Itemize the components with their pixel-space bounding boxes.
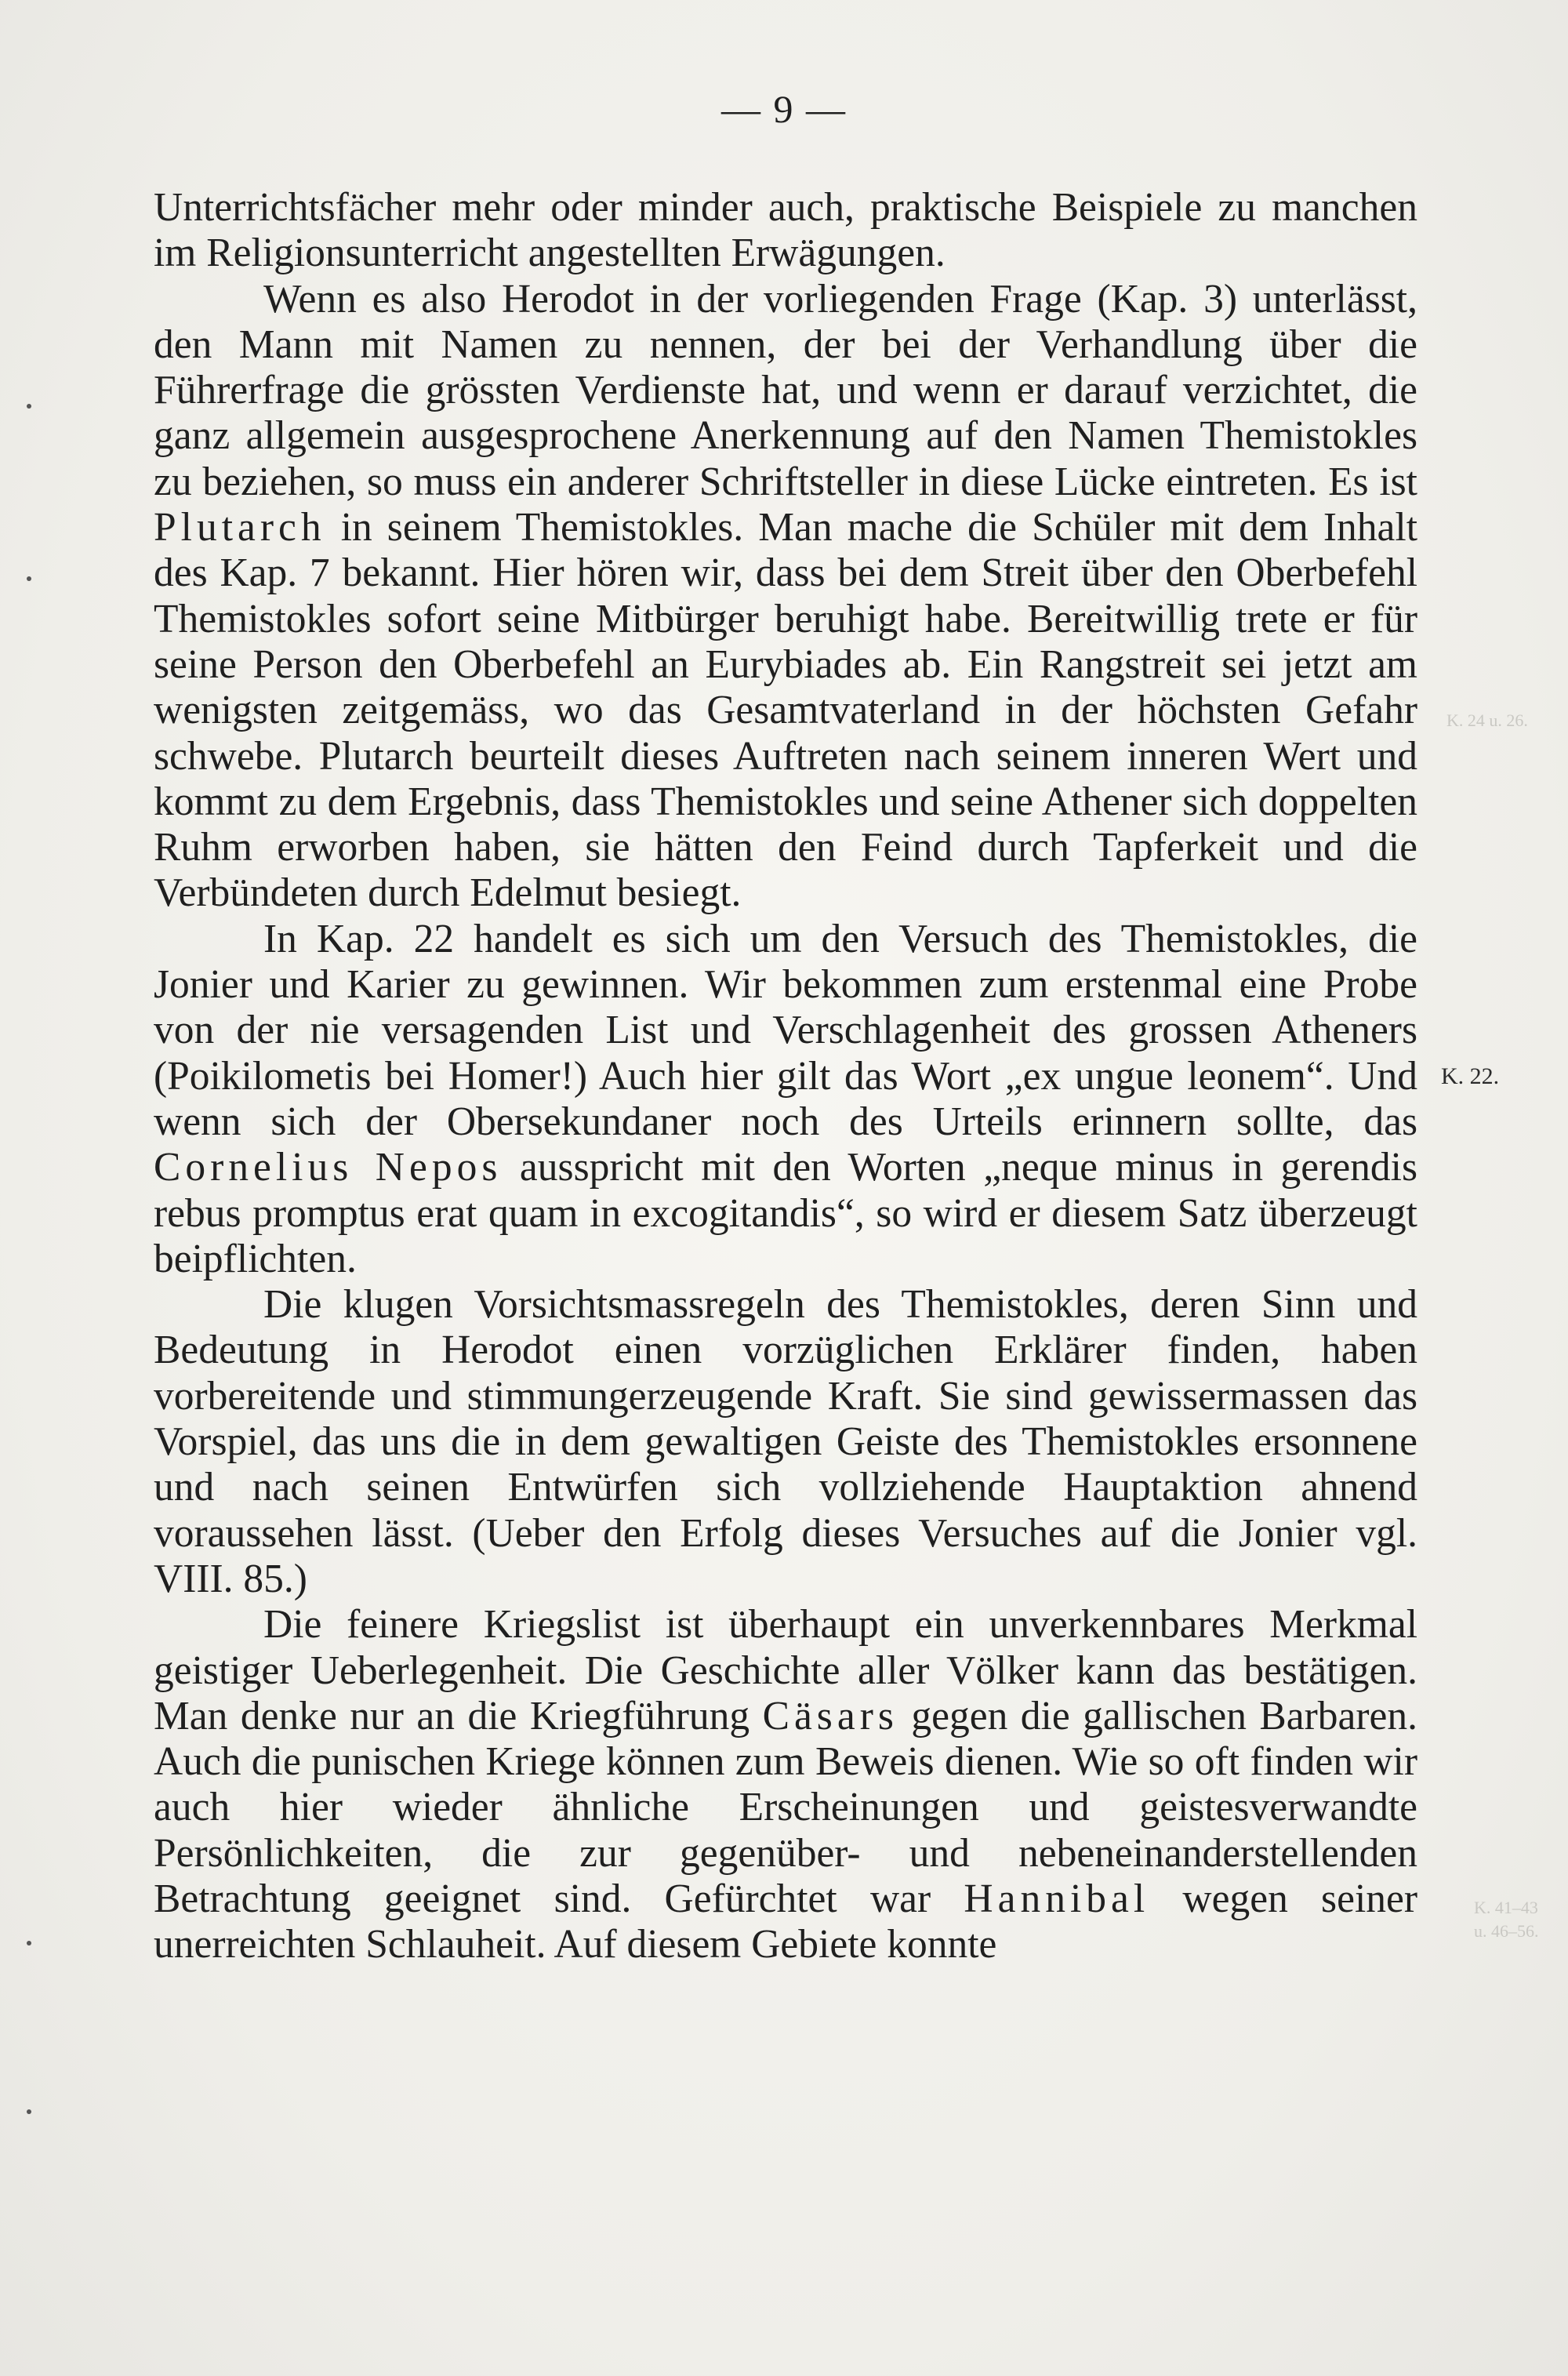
paper-speck (27, 404, 31, 409)
name-caesar: Cäsars (762, 1693, 898, 1738)
paper-speck (27, 1941, 31, 1945)
body-text (154, 185, 1417, 1968)
paragraph-2 (154, 277, 1417, 917)
paragraph-1: Unterrichtsfächer mehr oder minder auch, praktische Beispiele zu manchen im Religionsunterricht angestellten Erwägungen. (154, 185, 1417, 276)
paper-speck (27, 576, 31, 581)
bleed-through-note-c: u. 46–56. (1474, 1921, 1539, 1941)
bleed-through-note-a: K. 24 u. 26. (1446, 710, 1528, 730)
author-name-nepos: Cornelius Nepos (154, 1145, 503, 1190)
paragraph-5-text-c: wegen seiner unerreichten Schlauheit. Auf diesem Gebiete konnte (154, 1876, 1418, 1967)
paragraph-2-text-b: in seinem Themistokles. Man mache die Schüler mit dem Inhalt des Kap. 7 bekannt. Hier hören wir, dass bei dem Streit über den Oberbefehl Themistokles sofort seine Mitbürger beruhigt habe. Bereitwillig trete er für seine Person den Oberbefehl an Eurybiades ab. Ein Rangstreit sei jetzt am wenigsten zeitgemäss, wo das Gesamtvaterland in der höchsten Gefahr schwebe. Plutarch beurteilt dieses Auftreten nach seinem inneren Wert und kommt zu dem Ergebnis, dass Themistokles und seine Athener sich doppelten Ruhm erworben haben, sie hätten den Feind durch Tapferkeit und die Verbündeten durch Edelmut besiegt. (154, 505, 1418, 916)
paper-speck (27, 2109, 31, 2114)
paragraph-5-text-a: Die feinere Kriegslist ist überhaupt ein unverkennbares Merkmal geistiger Ueberlegenheit. Die Geschichte aller Völker kann das bestätigen. Man denke nur an die Kriegführung (154, 1602, 1417, 1738)
paragraph-5-text-b: gegen die gallischen Barbaren. Auch die punischen Kriege können zum Beweis dienen. Wie so oft finden wir auch hier wieder ähnliche Erscheinungen und geistesverwandte Persönlichkeiten, die zur gegenüber- und nebeneinanderstellenden Betrachtung geeignet sind. Gefürchtet war (154, 1693, 1418, 1921)
author-name-plutarch: Plutarch (154, 505, 326, 550)
paragraph-3-text-a: In Kap. 22 handelt es sich um den Versuch des Themistokles, die Jonier und Karier zu gewinnen. Wir bekommen zum erstenmal eine Probe von der nie versagenden List und Verschlagenheit des grossen Atheners (Poikilometis bei Homer!) Auch hier gilt das Wort „ex ungue leonem“. Und wenn sich der Obersekundaner noch des Urteils erinnern sollte, das (154, 916, 1417, 1144)
bleed-through-note-b: K. 41–43 (1474, 1898, 1538, 1917)
paragraph-5 (154, 1602, 1417, 1967)
paragraph-3-text-b: ausspricht mit den Worten „neque minus in gerendis rebus promptus erat quam in excogitandis“, so wird er diesem Satz überzeugt beipflichten. (154, 1145, 1418, 1281)
margin-note-k22: K. 22. (1441, 1063, 1500, 1089)
paragraph-2-text-a: Wenn es also Herodot in der vorliegenden Frage (Kap. 3) unterlässt, den Mann mit Namen zu nennen, der bei der Verhandlung über die Führerfrage die grössten Verdienste hat, und wenn er darauf verzichtet, die ganz allgemein ausgesprochene Anerkennung auf den Namen Themistokles zu beziehen, so muss ein anderer Schriftsteller in diese Lücke eintreten. Es ist (154, 276, 1417, 504)
page-number: — 9 — (721, 87, 847, 131)
paragraph-4: Die klugen Vorsichtsmassregeln des Themistokles, deren Sinn und Bedeutung in Herodot einen vorzüglichen Erklärer finden, haben vorbereitende und stimmungerzeugende Kraft. Sie sind gewissermassen das Vorspiel, das uns die in dem gewaltigen Geiste des Themistokles ersonnene und nach seinen Entwürfen sich vollziehende Hauptaktion ahnend voraussehen lässt. (Ueber den Erfolg dieses Versuches auf die Jonier vgl. VIII. 85.) (154, 1282, 1417, 1601)
paragraph-3 (154, 917, 1417, 1282)
name-hannibal: Hannibal (964, 1876, 1150, 1921)
